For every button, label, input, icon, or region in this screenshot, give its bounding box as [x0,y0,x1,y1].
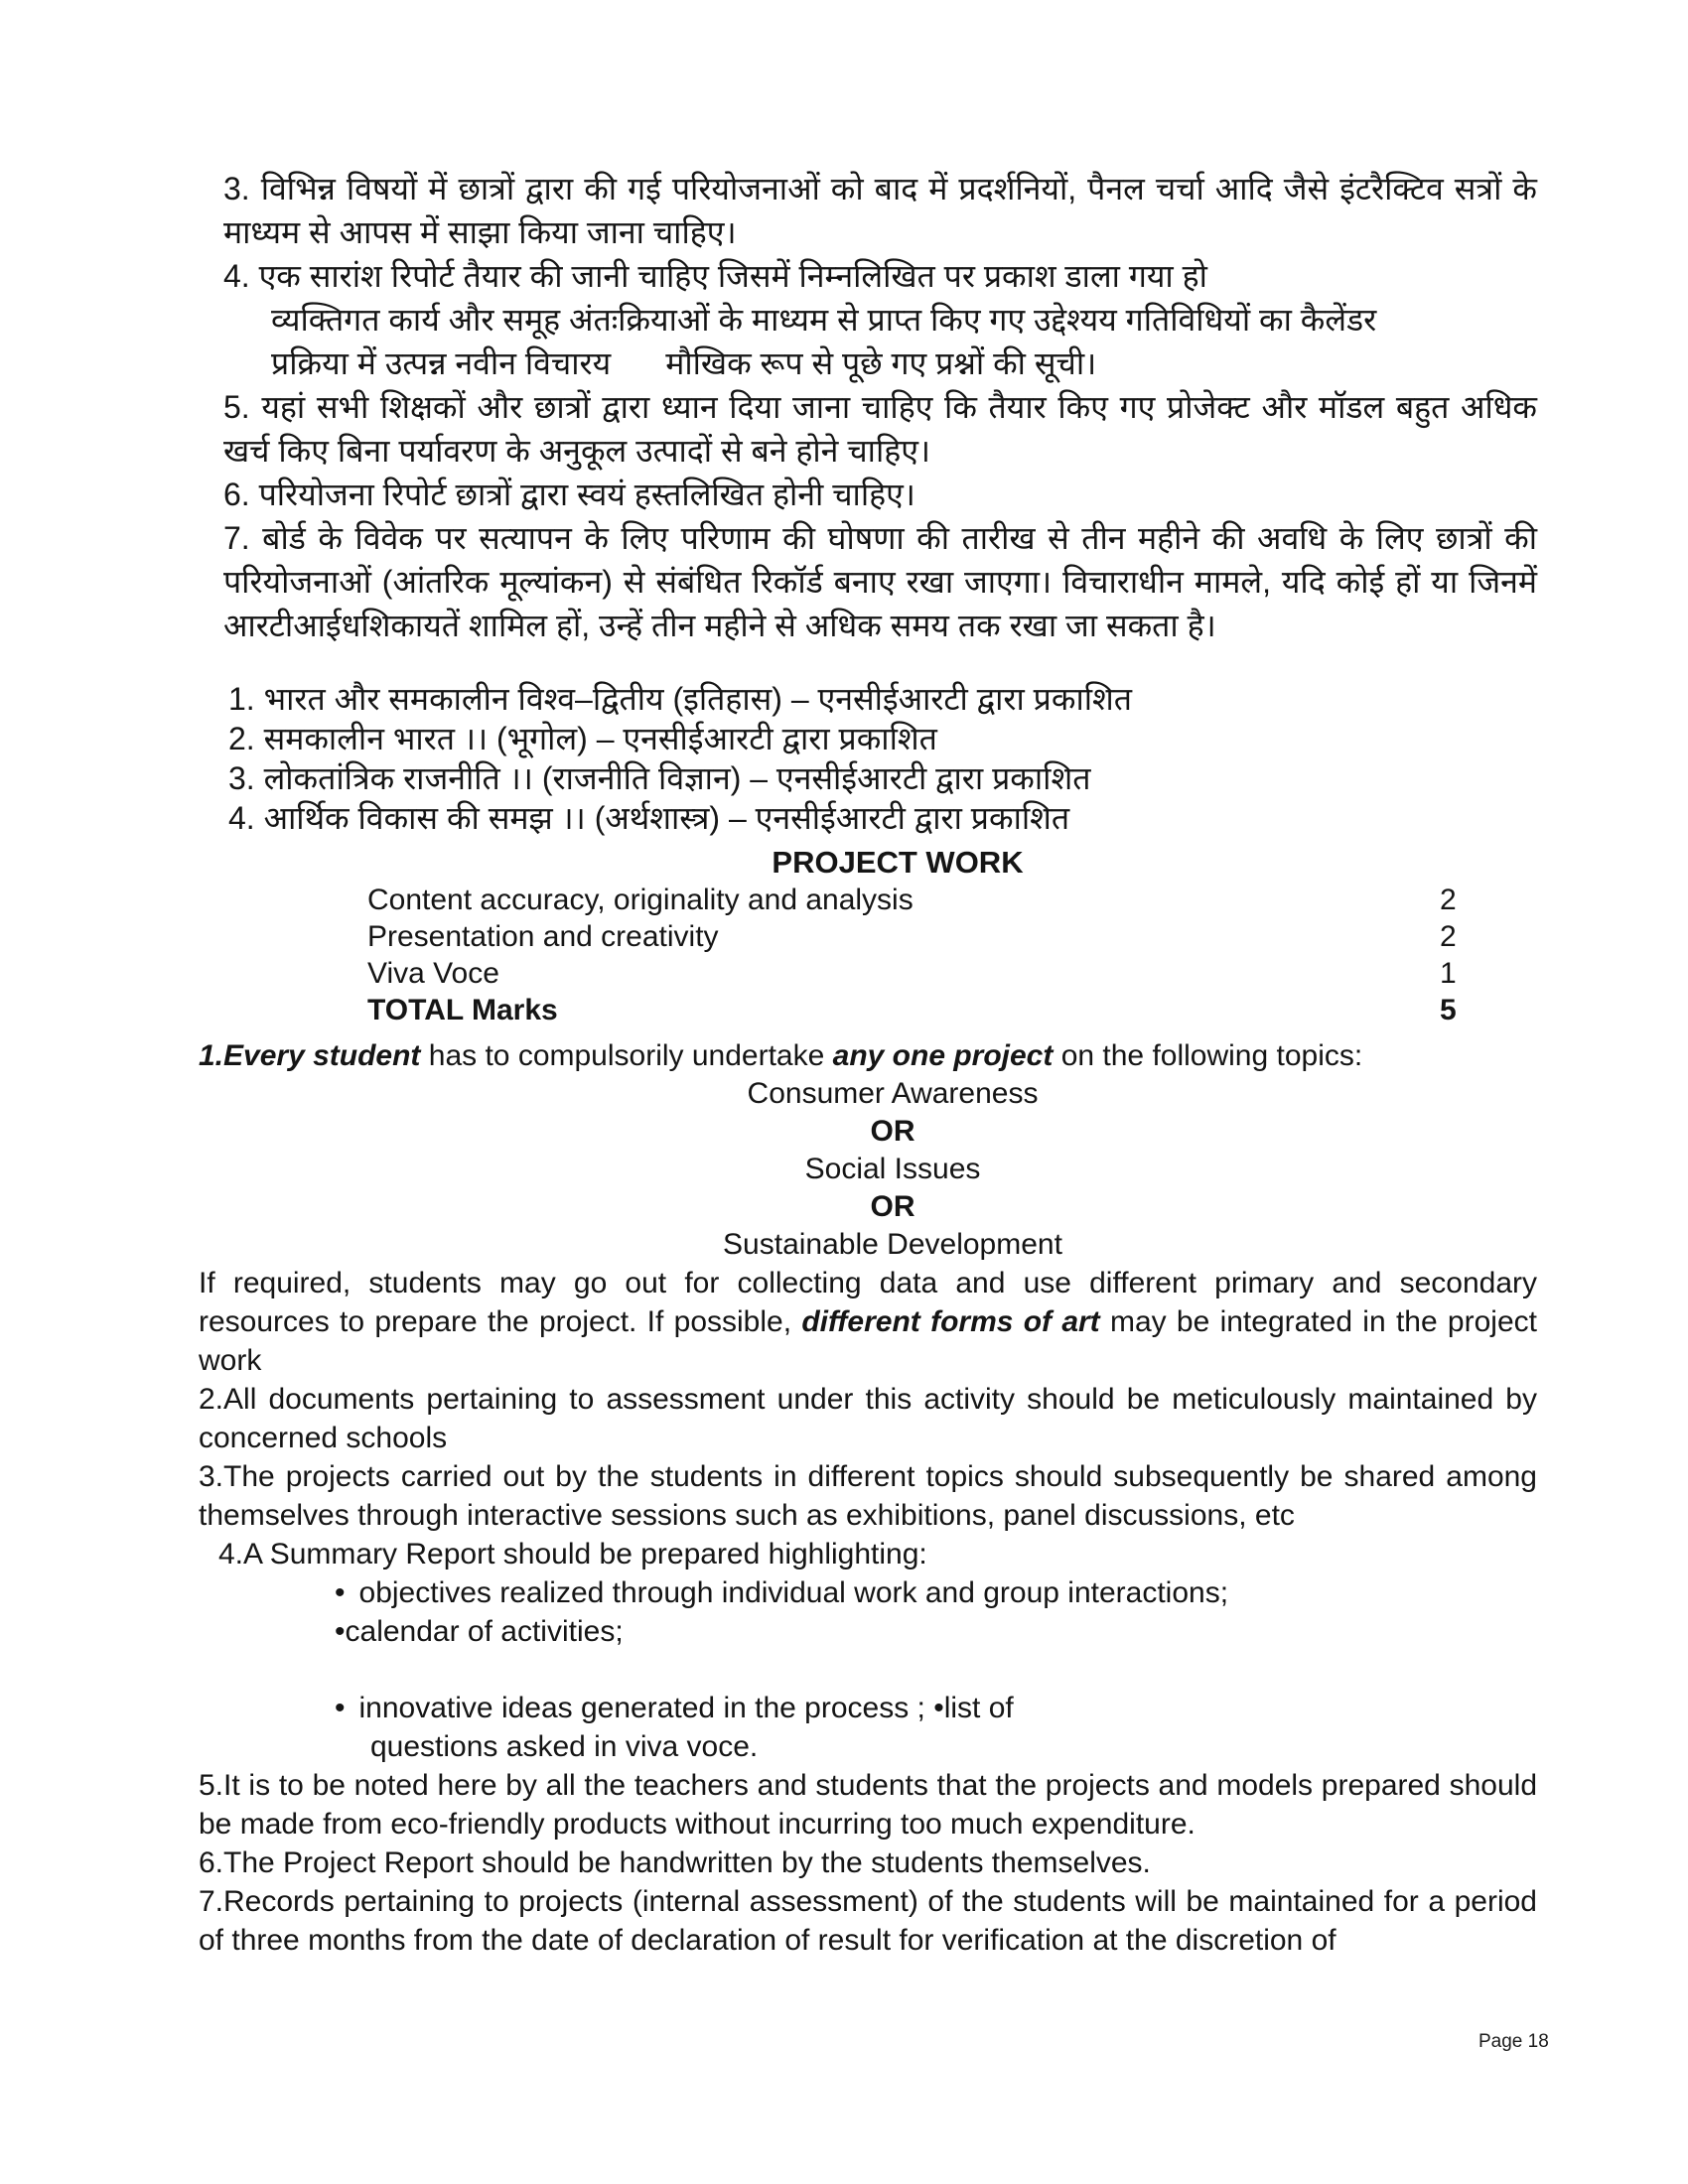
bullet-icon: • [335,1615,346,1648]
if-required-b: may be integrated in the project work [199,1305,1537,1377]
point-1-lead: 1.Every student [199,1039,421,1072]
textbook-item-3: 3. लोकतांत्रिक राजनीति ।। (राजनीति विज्ञान) – एनसीईआरटी द्वारा प्रकाशित [228,760,1091,796]
marks-row-label: Viva Voce [367,957,499,990]
instruction-point-5: 5.It is to be noted here by all the teachers and students that the projects and models prepared should be made from eco-friendly products without incurring too much expenditure. [199,1769,1537,1841]
textbook-item-4: 4. आर्थिक विकास की समझ ।। (अर्थशास्त्र) – एनसीईआरटी द्वारा प्रकाशित [228,800,1070,836]
hindi-point-4-sub-1: व्यक्तिगत कार्य और समूह अंतःक्रियाओं के माध्यम से प्राप्त किए गए उद्देश्यय गतिविधियों का कैलेंडर [271,302,1377,338]
bullet-objectives-text: objectives realized through individual work and group interactions; [358,1576,1229,1609]
hindi-point-4: 4. एक सारांश रिपोर्ट तैयार की जानी चाहिए जिसमें निम्नलिखित पर प्रकाश डाला गया हो [223,258,1207,294]
if-required-a: If required, students may go out for collecting data and use different primary and secondary resources to prepare the project. If possible, [199,1267,1537,1338]
instruction-point-3: 3.The projects carried out by the students in different topics should subsequently be shared among themselves through interactive sessions such as exhibitions, panel discussions, etc [199,1460,1537,1532]
total-marks-label: TOTAL Marks [367,994,558,1026]
bullet-icon: • [335,1692,346,1724]
hindi-point-3: 3. विभिन्न विषयों में छात्रों द्वारा की गई परियोजनाओं को बाद में प्रदर्शनियों, पैनल चर्चा आदि जैसे इंटरैक्टिव सत्रों के माध्यम से आपस में साझा किया जाना चाहिए। [223,171,1537,250]
instruction-point-1 [199,1036,1537,1075]
textbook-list [199,679,1537,838]
bullet-innovative-text: innovative ideas generated in the process ; •list of [358,1692,1014,1724]
textbook-item-2: 2. समकालीन भारत ।। (भूगोल) – एनसीईआरटी द्वारा प्रकाशित [228,721,937,756]
if-required-emphasis: different forms of art [801,1305,1100,1338]
bullet-calendar-text: calendar of activities; [345,1615,624,1648]
marks-table [199,882,1537,1028]
bullet-icon: • [335,1576,346,1609]
hindi-point-4-sub-2a: प्रक्रिया में उत्पन्न नवीन विचारय [271,345,612,381]
total-marks-value: 5 [1440,994,1457,1026]
hindi-point-4-sub-2 [199,341,1537,385]
topic-consumer-awareness: Consumer Awareness [747,1077,1039,1110]
marks-row-value: 2 [1440,884,1457,916]
hindi-points-section [199,167,1537,647]
marks-row-value: 2 [1440,920,1457,953]
marks-row-total [199,992,1537,1028]
marks-row-presentation [199,918,1537,955]
point-1-tail: on the following topics: [1053,1039,1363,1072]
instruction-point-6: 6.The Project Report should be handwritten by the students themselves. [199,1846,1151,1879]
hindi-point-7: 7. बोर्ड के विवेक पर सत्यापन के लिए परिणाम की घोषणा की तारीख से तीन महीने की अवधि के लिए छात्रों की परियोजनाओं (आंतरिक मूल्यांकन) से संबंधित रिकॉर्ड बनाए रखा जाएगा। विचाराधीन मामले, यदि कोई हों या जिनमें आरटीआईधशिकायतें शामिल हों, उन्हें तीन महीने से अधिक समय तक रखा जा सकता है। [223,520,1537,643]
marks-row-value: 1 [1440,957,1457,990]
point-1-emphasis: any one project [832,1039,1054,1072]
marks-row-label: Presentation and creativity [367,920,719,953]
bullet-innovative [335,1689,1453,1727]
instruction-point-4: 4.A Summary Report should be prepared highlighting: [218,1538,927,1570]
point-1-mid: has to compulsorily undertake [420,1039,833,1072]
instruction-point-2: 2.All documents pertaining to assessment under this activity should be meticulously maintained by concerned schools [199,1383,1537,1454]
topic-social-issues: Social Issues [804,1153,981,1185]
or-separator-1: OR [870,1115,915,1148]
bullet-innovative-continuation: questions asked in viva voce. [370,1730,759,1763]
hindi-point-4-sub-2b: मौखिक रूप से पूछे गए प्रश्नों की सूची। [665,345,1097,381]
project-work-title: PROJECT WORK [772,845,1024,880]
marks-row-viva-voce [199,955,1537,992]
bullet-objectives [335,1573,1453,1612]
topic-sustainable-development: Sustainable Development [723,1228,1062,1261]
marks-row-label: Content accuracy, originality and analysis [367,884,914,916]
page-number: Page 18 [1478,2031,1549,2052]
bullet-calendar [335,1612,1453,1651]
instruction-point-7: 7.Records pertaining to projects (internal assessment) of the students will be maintained for a period of three months from the date of declaration of result for verification at the discretion of [199,1885,1537,1957]
textbook-item-1: 1. भारत और समकालीन विश्व–द्वितीय (इतिहास) – एनसीईआरटी द्वारा प्रकाशित [228,681,1133,717]
hindi-point-6: 6. परियोजना रिपोर्ट छात्रों द्वारा स्वयं हस्तलिखित होनी चाहिए। [223,477,915,512]
summary-report-bullets [199,1573,1453,1766]
or-separator-2: OR [870,1190,915,1223]
hindi-point-5: 5. यहां सभी शिक्षकों और छात्रों द्वारा ध्यान दिया जाना चाहिए कि तैयार किए गए प्रोजेक्ट और मॉडल बहुत अधिक खर्च किए बिना पर्यावरण के अनुकूल उत्पादों से बने होने चाहिए। [223,389,1537,469]
page-content [199,167,1537,1960]
paragraph-if-required [199,1264,1537,1380]
marks-row-content-accuracy [199,882,1537,918]
